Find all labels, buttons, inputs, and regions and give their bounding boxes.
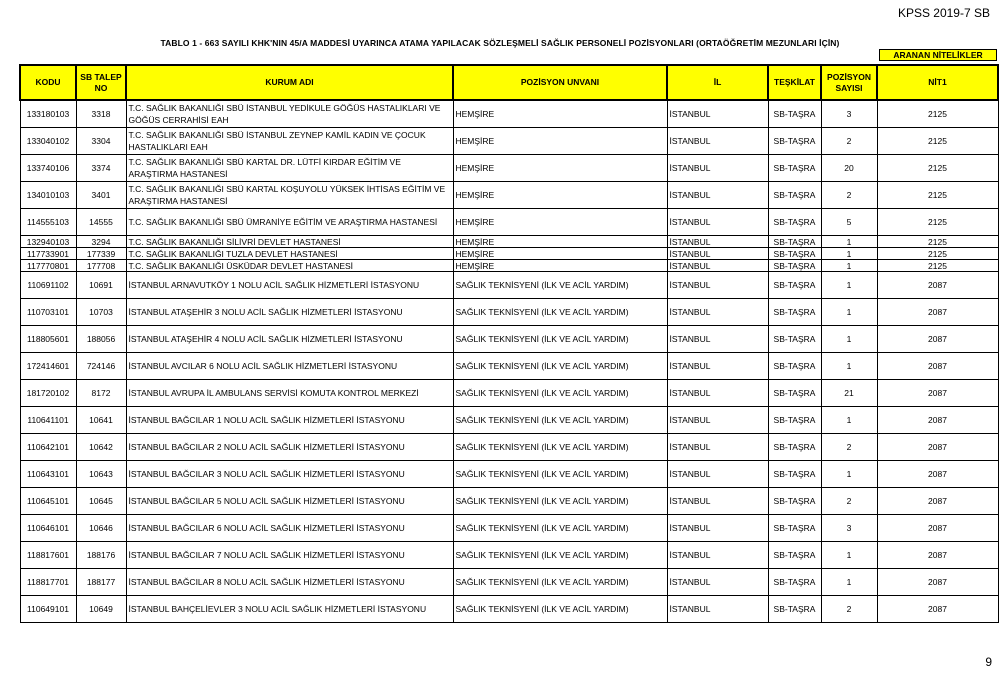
cell-pozisyon-sayisi: 2 <box>821 128 877 155</box>
cell-sb-talep-no: 3374 <box>76 155 126 182</box>
table-row <box>20 569 998 596</box>
cell-kurum-adi: T.C. SAĞLIK BAKANLIĞI SBÜ İSTANBUL ZEYNEP KAMİL KADIN VE ÇOCUK HASTALIKLARI EAH <box>126 128 453 155</box>
table-row <box>20 209 998 236</box>
cell-pozisyon-unvani: SAĞLIK TEKNİSYENİ (İLK VE ACİL YARDIM) <box>453 461 667 488</box>
cell-kodu: 118805601 <box>20 326 76 353</box>
cell-pozisyon-sayisi: 1 <box>821 542 877 569</box>
cell-kurum-adi: İSTANBUL BAĞCILAR 6 NOLU ACİL SAĞLIK HİZMETLERİ İSTASYONU <box>126 515 453 542</box>
cell-pozisyon-unvani: SAĞLIK TEKNİSYENİ (İLK VE ACİL YARDIM) <box>453 434 667 461</box>
cell-kurum-adi: T.C. SAĞLIK BAKANLIĞI SBÜ KARTAL DR. LÜTFİ KIRDAR EĞİTİM VE ARAŞTIRMA HASTANESİ <box>126 155 453 182</box>
cell-nit1: 2087 <box>877 299 998 326</box>
col-header-teskilat: TEŞKİLAT <box>768 65 821 100</box>
cell-pozisyon-unvani: SAĞLIK TEKNİSYENİ (İLK VE ACİL YARDIM) <box>453 299 667 326</box>
cell-kodu: 110641101 <box>20 407 76 434</box>
cell-pozisyon-unvani: HEMŞİRE <box>453 155 667 182</box>
cell-pozisyon-sayisi: 1 <box>821 326 877 353</box>
cell-il: İSTANBUL <box>667 209 768 236</box>
cell-teskilat: SB-TAŞRA <box>768 128 821 155</box>
col-header-pozisyon-sayisi: POZİSYON SAYISI <box>821 65 877 100</box>
table-row <box>20 100 998 128</box>
cell-kurum-adi: T.C. SAĞLIK BAKANLIĞI ÜSKÜDAR DEVLET HASTANESİ <box>126 260 453 272</box>
cell-kodu: 134010103 <box>20 182 76 209</box>
col-header-sb-talep-no: SB TALEP NO <box>76 65 126 100</box>
cell-kurum-adi: İSTANBUL AVRUPA İL AMBULANS SERVİSİ KOMUTA KONTROL MERKEZİ <box>126 380 453 407</box>
cell-sb-talep-no: 10643 <box>76 461 126 488</box>
table-row <box>20 155 998 182</box>
cell-kurum-adi: İSTANBUL BAĞCILAR 1 NOLU ACİL SAĞLIK HİZMETLERİ İSTASYONU <box>126 407 453 434</box>
cell-teskilat: SB-TAŞRA <box>768 380 821 407</box>
cell-kurum-adi: İSTANBUL ATAŞEHİR 4 NOLU ACİL SAĞLIK HİZMETLERİ İSTASYONU <box>126 326 453 353</box>
cell-nit1: 2087 <box>877 272 998 299</box>
cell-kodu: 110642101 <box>20 434 76 461</box>
cell-il: İSTANBUL <box>667 272 768 299</box>
cell-teskilat: SB-TAŞRA <box>768 100 821 128</box>
cell-teskilat: SB-TAŞRA <box>768 407 821 434</box>
table-row <box>20 407 998 434</box>
cell-kodu: 110643101 <box>20 461 76 488</box>
cell-sb-talep-no: 3294 <box>76 236 126 248</box>
cell-kodu: 132940103 <box>20 236 76 248</box>
cell-teskilat: SB-TAŞRA <box>768 461 821 488</box>
table-row <box>20 596 998 623</box>
table-row <box>20 248 998 260</box>
cell-sb-talep-no: 3401 <box>76 182 126 209</box>
table-row <box>20 260 998 272</box>
cell-kodu: 110703101 <box>20 299 76 326</box>
cell-nit1: 2087 <box>877 353 998 380</box>
table-row <box>20 353 998 380</box>
cell-nit1: 2125 <box>877 182 998 209</box>
cell-sb-talep-no: 188177 <box>76 569 126 596</box>
cell-teskilat: SB-TAŞRA <box>768 260 821 272</box>
col-header-nit1: NİT1 <box>877 65 998 100</box>
cell-il: İSTANBUL <box>667 515 768 542</box>
cell-kurum-adi: T.C. SAĞLIK BAKANLIĞI SBÜ KARTAL KOŞUYOLU YÜKSEK İHTİSAS EĞİTİM VE ARAŞTIRMA HASTANESİ <box>126 182 453 209</box>
cell-nit1: 2125 <box>877 155 998 182</box>
cell-sb-talep-no: 10649 <box>76 596 126 623</box>
cell-il: İSTANBUL <box>667 407 768 434</box>
cell-sb-talep-no: 14555 <box>76 209 126 236</box>
cell-kodu: 117733901 <box>20 248 76 260</box>
cell-il: İSTANBUL <box>667 353 768 380</box>
table-row <box>20 542 998 569</box>
cell-nit1: 2125 <box>877 236 998 248</box>
cell-sb-talep-no: 8172 <box>76 380 126 407</box>
cell-pozisyon-sayisi: 2 <box>821 434 877 461</box>
document-title: TABLO 1 - 663 SAYILI KHK'NIN 45/A MADDESİ UYARINCA ATAMA YAPILACAK SÖZLEŞMELİ SAĞLIK PERSONELİ POZİSYONLARI (ORTAÖĞRETİM MEZUNLARI İÇİN) <box>160 38 840 48</box>
cell-kodu: 114555103 <box>20 209 76 236</box>
cell-nit1: 2087 <box>877 596 998 623</box>
cell-il: İSTANBUL <box>667 596 768 623</box>
cell-pozisyon-sayisi: 1 <box>821 272 877 299</box>
cell-kurum-adi: İSTANBUL BAĞCILAR 5 NOLU ACİL SAĞLIK HİZMETLERİ İSTASYONU <box>126 488 453 515</box>
cell-pozisyon-sayisi: 1 <box>821 299 877 326</box>
cell-il: İSTANBUL <box>667 542 768 569</box>
cell-il: İSTANBUL <box>667 100 768 128</box>
cell-il: İSTANBUL <box>667 128 768 155</box>
cell-kodu: 133740106 <box>20 155 76 182</box>
table-row <box>20 488 998 515</box>
page-number: 9 <box>985 655 992 669</box>
cell-nit1: 2125 <box>877 248 998 260</box>
cell-nit1: 2087 <box>877 461 998 488</box>
cell-il: İSTANBUL <box>667 260 768 272</box>
cell-il: İSTANBUL <box>667 434 768 461</box>
cell-nit1: 2087 <box>877 434 998 461</box>
cell-pozisyon-sayisi: 2 <box>821 596 877 623</box>
cell-il: İSTANBUL <box>667 380 768 407</box>
cell-pozisyon-unvani: HEMŞİRE <box>453 236 667 248</box>
cell-kurum-adi: T.C. SAĞLIK BAKANLIĞI TUZLA DEVLET HASTANESİ <box>126 248 453 260</box>
cell-kurum-adi: T.C. SAĞLIK BAKANLIĞI SBÜ İSTANBUL YEDİKULE GÖĞÜS HASTALIKLARI VE GÖĞÜS CERRAHİSİ EAH <box>126 100 453 128</box>
cell-nit1: 2087 <box>877 407 998 434</box>
cell-teskilat: SB-TAŞRA <box>768 569 821 596</box>
cell-kodu: 133180103 <box>20 100 76 128</box>
cell-pozisyon-sayisi: 1 <box>821 461 877 488</box>
cell-pozisyon-unvani: SAĞLIK TEKNİSYENİ (İLK VE ACİL YARDIM) <box>453 272 667 299</box>
cell-nit1: 2125 <box>877 128 998 155</box>
cell-kurum-adi: T.C. SAĞLIK BAKANLIĞI SBÜ ÜMRANİYE EĞİTİM VE ARAŞTIRMA HASTANESİ <box>126 209 453 236</box>
table-row <box>20 128 998 155</box>
cell-pozisyon-sayisi: 5 <box>821 209 877 236</box>
cell-kurum-adi: İSTANBUL BAHÇELİEVLER 3 NOLU ACİL SAĞLIK HİZMETLERİ İSTASYONU <box>126 596 453 623</box>
cell-teskilat: SB-TAŞRA <box>768 326 821 353</box>
cell-il: İSTANBUL <box>667 236 768 248</box>
cell-sb-talep-no: 724146 <box>76 353 126 380</box>
cell-teskilat: SB-TAŞRA <box>768 236 821 248</box>
cell-pozisyon-sayisi: 2 <box>821 488 877 515</box>
cell-kurum-adi: İSTANBUL BAĞCILAR 7 NOLU ACİL SAĞLIK HİZMETLERİ İSTASYONU <box>126 542 453 569</box>
cell-nit1: 2125 <box>877 260 998 272</box>
cell-pozisyon-unvani: HEMŞİRE <box>453 209 667 236</box>
cell-pozisyon-sayisi: 1 <box>821 569 877 596</box>
cell-pozisyon-unvani: HEMŞİRE <box>453 248 667 260</box>
cell-kodu: 110691102 <box>20 272 76 299</box>
cell-sb-talep-no: 10646 <box>76 515 126 542</box>
cell-teskilat: SB-TAŞRA <box>768 542 821 569</box>
table-header-row <box>20 65 998 100</box>
cell-pozisyon-sayisi: 1 <box>821 353 877 380</box>
cell-nit1: 2125 <box>877 100 998 128</box>
cell-il: İSTANBUL <box>667 461 768 488</box>
col-header-kodu: KODU <box>20 65 76 100</box>
cell-kurum-adi: T.C. SAĞLIK BAKANLIĞI SİLİVRİ DEVLET HASTANESİ <box>126 236 453 248</box>
cell-pozisyon-unvani: HEMŞİRE <box>453 260 667 272</box>
cell-kodu: 133040102 <box>20 128 76 155</box>
cell-teskilat: SB-TAŞRA <box>768 488 821 515</box>
table-row <box>20 272 998 299</box>
table-row <box>20 182 998 209</box>
cell-sb-talep-no: 10645 <box>76 488 126 515</box>
cell-teskilat: SB-TAŞRA <box>768 272 821 299</box>
cell-pozisyon-sayisi: 1 <box>821 236 877 248</box>
cell-kurum-adi: İSTANBUL BAĞCILAR 3 NOLU ACİL SAĞLIK HİZMETLERİ İSTASYONU <box>126 461 453 488</box>
cell-nit1: 2125 <box>877 209 998 236</box>
cell-kodu: 117770801 <box>20 260 76 272</box>
cell-teskilat: SB-TAŞRA <box>768 353 821 380</box>
cell-teskilat: SB-TAŞRA <box>768 299 821 326</box>
cell-teskilat: SB-TAŞRA <box>768 248 821 260</box>
cell-kodu: 110649101 <box>20 596 76 623</box>
cell-il: İSTANBUL <box>667 155 768 182</box>
cell-pozisyon-unvani: SAĞLIK TEKNİSYENİ (İLK VE ACİL YARDIM) <box>453 569 667 596</box>
cell-pozisyon-sayisi: 21 <box>821 380 877 407</box>
cell-sb-talep-no: 177708 <box>76 260 126 272</box>
cell-kurum-adi: İSTANBUL BAĞCILAR 2 NOLU ACİL SAĞLIK HİZMETLERİ İSTASYONU <box>126 434 453 461</box>
cell-kodu: 172414601 <box>20 353 76 380</box>
table-row <box>20 461 998 488</box>
cell-pozisyon-unvani: SAĞLIK TEKNİSYENİ (İLK VE ACİL YARDIM) <box>453 515 667 542</box>
cell-il: İSTANBUL <box>667 569 768 596</box>
cell-pozisyon-unvani: SAĞLIK TEKNİSYENİ (İLK VE ACİL YARDIM) <box>453 596 667 623</box>
table-row <box>20 299 998 326</box>
cell-sb-talep-no: 10703 <box>76 299 126 326</box>
cell-sb-talep-no: 188056 <box>76 326 126 353</box>
cell-kodu: 110645101 <box>20 488 76 515</box>
cell-kodu: 118817601 <box>20 542 76 569</box>
cell-pozisyon-unvani: HEMŞİRE <box>453 182 667 209</box>
required-qualifications-label: ARANAN NİTELİKLER <box>879 49 997 61</box>
cell-kodu: 118817701 <box>20 569 76 596</box>
cell-nit1: 2087 <box>877 569 998 596</box>
table-row <box>20 515 998 542</box>
table-body <box>20 100 998 623</box>
cell-sb-talep-no: 10691 <box>76 272 126 299</box>
cell-kurum-adi: İSTANBUL AVCILAR 6 NOLU ACİL SAĞLIK HİZMETLERİ İSTASYONU <box>126 353 453 380</box>
cell-nit1: 2087 <box>877 542 998 569</box>
cell-sb-talep-no: 177339 <box>76 248 126 260</box>
cell-pozisyon-unvani: SAĞLIK TEKNİSYENİ (İLK VE ACİL YARDIM) <box>453 353 667 380</box>
cell-pozisyon-unvani: HEMŞİRE <box>453 128 667 155</box>
cell-pozisyon-sayisi: 3 <box>821 515 877 542</box>
cell-pozisyon-unvani: SAĞLIK TEKNİSYENİ (İLK VE ACİL YARDIM) <box>453 542 667 569</box>
cell-kodu: 181720102 <box>20 380 76 407</box>
cell-nit1: 2087 <box>877 515 998 542</box>
cell-pozisyon-unvani: SAĞLIK TEKNİSYENİ (İLK VE ACİL YARDIM) <box>453 380 667 407</box>
cell-il: İSTANBUL <box>667 326 768 353</box>
cell-kurum-adi: İSTANBUL ARNAVUTKÖY 1 NOLU ACİL SAĞLIK HİZMETLERİ İSTASYONU <box>126 272 453 299</box>
cell-pozisyon-sayisi: 1 <box>821 248 877 260</box>
table-row <box>20 236 998 248</box>
cell-sb-talep-no: 3318 <box>76 100 126 128</box>
cell-nit1: 2087 <box>877 326 998 353</box>
cell-kurum-adi: İSTANBUL BAĞCILAR 8 NOLU ACİL SAĞLIK HİZMETLERİ İSTASYONU <box>126 569 453 596</box>
cell-pozisyon-sayisi: 3 <box>821 100 877 128</box>
cell-pozisyon-sayisi: 2 <box>821 182 877 209</box>
cell-pozisyon-unvani: HEMŞİRE <box>453 100 667 128</box>
cell-il: İSTANBUL <box>667 299 768 326</box>
cell-sb-talep-no: 188176 <box>76 542 126 569</box>
cell-teskilat: SB-TAŞRA <box>768 155 821 182</box>
cell-sb-talep-no: 10642 <box>76 434 126 461</box>
cell-kurum-adi: İSTANBUL ATAŞEHİR 3 NOLU ACİL SAĞLIK HİZMETLERİ İSTASYONU <box>126 299 453 326</box>
cell-pozisyon-unvani: SAĞLIK TEKNİSYENİ (İLK VE ACİL YARDIM) <box>453 488 667 515</box>
cell-il: İSTANBUL <box>667 248 768 260</box>
cell-teskilat: SB-TAŞRA <box>768 182 821 209</box>
cell-il: İSTANBUL <box>667 182 768 209</box>
cell-sb-talep-no: 10641 <box>76 407 126 434</box>
cell-teskilat: SB-TAŞRA <box>768 434 821 461</box>
cell-teskilat: SB-TAŞRA <box>768 515 821 542</box>
cell-pozisyon-sayisi: 1 <box>821 407 877 434</box>
cell-sb-talep-no: 3304 <box>76 128 126 155</box>
cell-pozisyon-unvani: SAĞLIK TEKNİSYENİ (İLK VE ACİL YARDIM) <box>453 407 667 434</box>
page-header-exam: KPSS 2019-7 SB <box>897 6 990 20</box>
cell-nit1: 2087 <box>877 380 998 407</box>
cell-nit1: 2087 <box>877 488 998 515</box>
cell-kodu: 110646101 <box>20 515 76 542</box>
col-header-pozisyon-unvani: POZİSYON UNVANI <box>453 65 667 100</box>
cell-pozisyon-sayisi: 20 <box>821 155 877 182</box>
cell-pozisyon-sayisi: 1 <box>821 260 877 272</box>
positions-table <box>19 64 999 623</box>
table-row <box>20 380 998 407</box>
cell-teskilat: SB-TAŞRA <box>768 209 821 236</box>
table-row <box>20 434 998 461</box>
col-header-kurum-adi: KURUM ADI <box>126 65 453 100</box>
cell-teskilat: SB-TAŞRA <box>768 596 821 623</box>
col-header-il: İL <box>667 65 768 100</box>
table-row <box>20 326 998 353</box>
cell-il: İSTANBUL <box>667 488 768 515</box>
cell-pozisyon-unvani: SAĞLIK TEKNİSYENİ (İLK VE ACİL YARDIM) <box>453 326 667 353</box>
